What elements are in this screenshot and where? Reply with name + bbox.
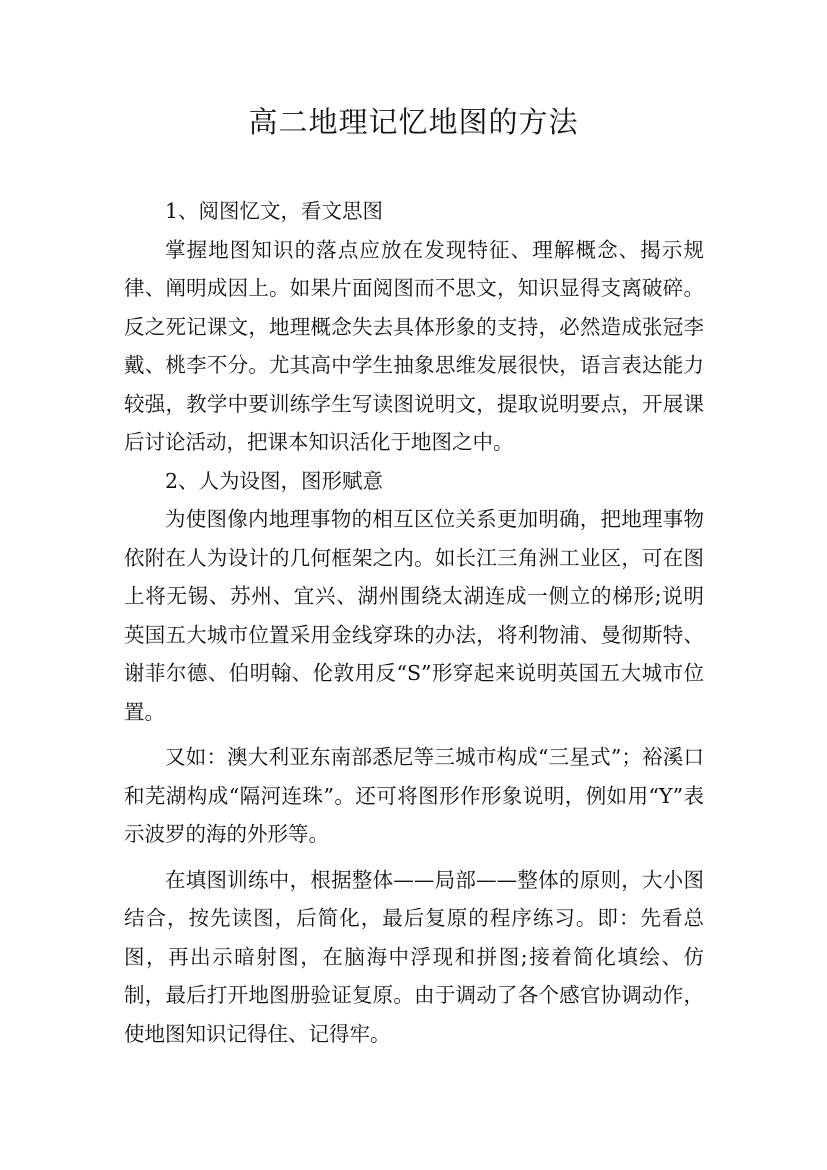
paragraph: 在填图训练中，根据整体——局部——整体的原则，大小图结合，按先读图，后简化，最后复原的程序练习。即：先看总图，再出示暗射图，在脑海中浮现和拼图;接着简化填绘、仿制，最后打开地图册验证复原。由于调动了各个感官协调动作，使地图知识记得住、记得牢。 [124, 867, 704, 1046]
section-heading-2: 2、人为设图，图形赋意 [165, 468, 384, 493]
page-title: 高二地理记忆地图的方法 [248, 105, 579, 139]
paragraph-spacer [124, 731, 704, 738]
section-heading-1: 1、阅图忆文，看文思图 [165, 199, 384, 223]
document-body [124, 192, 704, 1053]
paragraph-spacer [124, 854, 704, 861]
paragraph: 又如：澳大利亚东南部悉尼等三城市构成“三星式”；裕溪口和芜湖构成“隔河连珠”。还可将图形作形象说明，例如用“Y”表示波罗的海的外形等。 [124, 745, 704, 846]
paragraph: 为使图像内地理事物的相互区位关系更加明确，把地理事物依附在人为设计的几何框架之内。如长江三角洲工业区，可在图上将无锡、苏州、宜兴、湖州围绕太湖连成一侧立的梯形;说明英国五大城市位置采用金线穿珠的办法，将利物浦、曼彻斯特、谢菲尔德、伯明翰、伦敦用反“S”形穿起来说明英国五大城市位置。 [124, 507, 704, 724]
paragraph: 掌握地图知识的落点应放在发现特征、理解概念、揭示规律、阐明成因上。如果片面阅图而不思文，知识显得支离破碎。反之死记课文，地理概念失去具体形象的支持，必然造成张冠李戴、桃李不分。尤其高中学生抽象思维发展很快，语言表达能力较强，教学中要训练学生写读图说明文，提取说明要点，开展课后讨论活动，把课本知识活化于地图之中。 [124, 237, 704, 454]
